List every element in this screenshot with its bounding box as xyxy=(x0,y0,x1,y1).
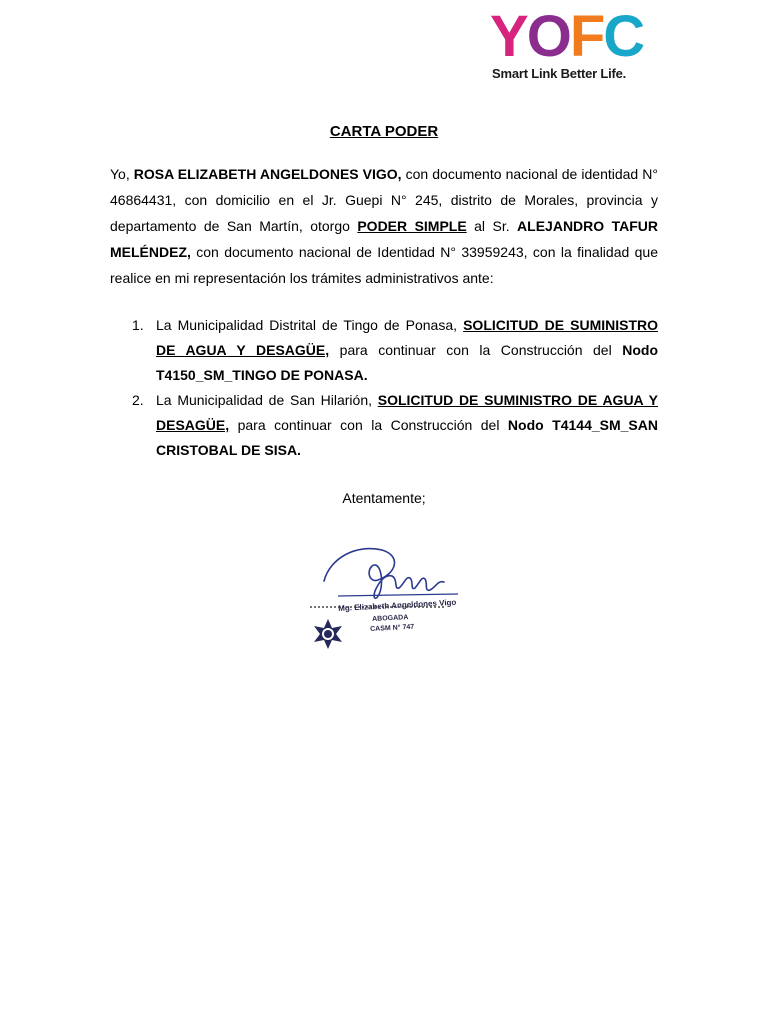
list-item-request: SOLICITUD DE SUMINISTRO DE AGUA Y DESAGÜE, xyxy=(156,392,658,433)
list-item xyxy=(110,313,658,388)
seal-star-icon xyxy=(314,619,342,649)
body-paragraph xyxy=(110,161,658,291)
signature-registry: CASM N° 747 xyxy=(370,623,415,633)
body-text-3: al Sr. xyxy=(466,218,518,234)
logo-letter-c: C xyxy=(603,4,644,69)
logo-letter-o: O xyxy=(526,4,570,69)
logo-wordmark xyxy=(490,4,644,69)
list-item-node: Nodo T4150_SM_TINGO DE PONASA. xyxy=(156,342,658,383)
list-item-text: La Municipalidad de San Hilarión, xyxy=(156,392,378,408)
document-title: CARTA PODER xyxy=(329,123,439,140)
body-text-2: con documento nacional de identidad N° 46864431, con domicilio en el Jr. Guepi N° 245, distrito de Morales, provincia y departamento de San Martín, otorgo xyxy=(110,166,658,234)
closing-text: Atentamente; xyxy=(342,490,426,506)
logo-letter-y: Y xyxy=(490,4,527,69)
yofc-logo xyxy=(488,4,663,84)
representative-name: ALEJANDRO TAFUR MELÉNDEZ, xyxy=(110,218,659,260)
signature-role: ABOGADA xyxy=(372,614,409,623)
power-type: PODER SIMPLE xyxy=(357,218,467,234)
list-item xyxy=(110,388,658,463)
body-text-4: con documento nacional de Identidad N° 33959243, con la finalidad que realice en mi representación los trámites administrativos ante: xyxy=(110,244,658,286)
handwritten-signature-icon xyxy=(298,536,463,651)
signature-name: Mg. Elizabeth Angeldones Vigo xyxy=(338,597,457,613)
list-item-request: SOLICITUD DE SUMINISTRO DE AGUA Y DESAGÜE, xyxy=(156,317,659,358)
logo-tagline: Smart Link Better Life. xyxy=(492,66,627,81)
signature-stamp xyxy=(298,536,463,651)
grantor-name: ROSA ELIZABETH ANGELDONES VIGO, xyxy=(133,166,402,182)
list-item-number: 1. xyxy=(132,317,144,333)
procedures-list xyxy=(110,313,658,463)
list-item-text: La Municipalidad Distrital de Tingo de Ponasa, xyxy=(156,317,464,333)
body-text-1: Yo, xyxy=(110,166,134,182)
list-item-node: Nodo T4144_SM_SAN CRISTOBAL DE SISA. xyxy=(156,417,658,458)
list-item-text: para continuar con la Construcción del xyxy=(229,417,508,433)
list-item-text: para continuar con la Construcción del xyxy=(329,342,623,358)
logo-letter-f: F xyxy=(569,4,604,69)
list-item-number: 2. xyxy=(132,392,144,408)
